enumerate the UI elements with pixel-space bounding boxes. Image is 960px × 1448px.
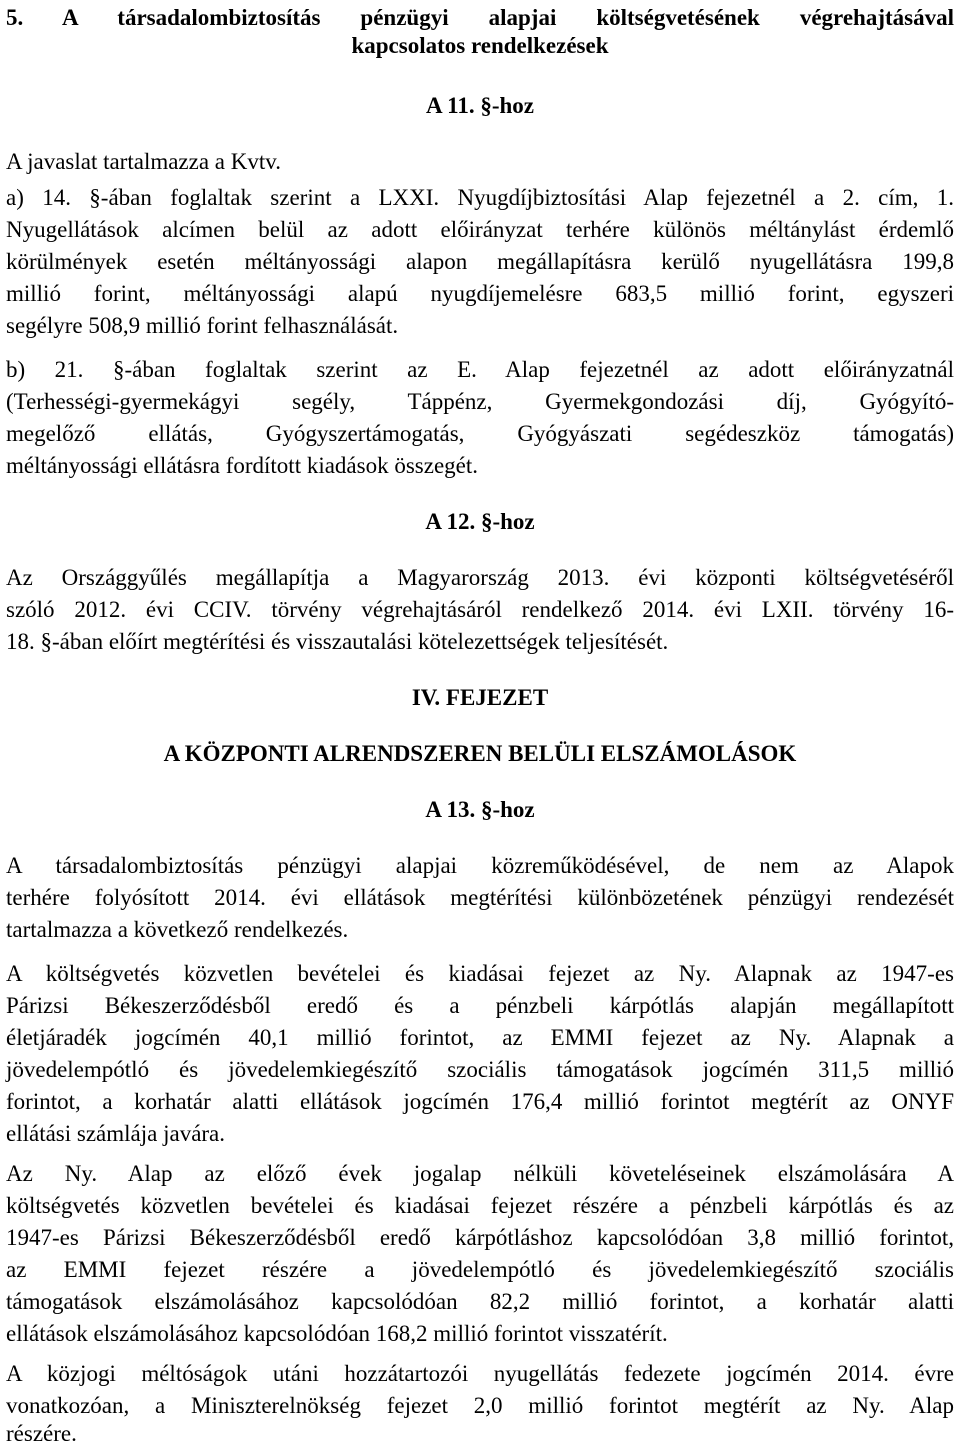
section-13-p1-line: terhére folyósított 2014. évi ellátások megtérítési különbözetének pénzügyi rendezését <box>6 885 954 910</box>
section-13-p3-line: az EMMI fejezet részére a jövedelempótló és jövedelemkiegészítő szociális <box>6 1257 954 1282</box>
section-11-intro: A javaslat tartalmazza a Kvtv. <box>6 149 282 174</box>
section-13-p1-line: A társadalombiztosítás pénzügyi alapjai közreműködésével, de nem az Alapok <box>6 853 954 878</box>
section-13-p3-line: költségvetés közvetlen bevételei és kiadásai fejezet részére a pénzbeli kárpótlás és az <box>6 1193 954 1218</box>
section-13-p2-line: Párizsi Békeszerződésből eredő és a pénzbeli kárpótlás alapján megállapított <box>6 993 954 1018</box>
section-13-p2-line: A költségvetés közvetlen bevételei és kiadásai fejezet az Ny. Alapnak az 1947-es <box>6 961 954 986</box>
section-12-title: A 12. §-hoz <box>425 509 535 534</box>
section-13-p1-line: tartalmazza a következő rendelkezés. <box>6 917 349 942</box>
section-11-title: A 11. §-hoz <box>426 93 534 118</box>
section-11-a-line: Nyugellátások alcímen belül az adott előirányzat terhére különös méltánylást érdemlő <box>6 217 954 242</box>
section-13-p2-line: jövedelempótló és jövedelemkiegészítő szociális támogatások jogcímén 311,5 millió <box>6 1057 954 1082</box>
chapter-number: IV. FEJEZET <box>411 685 549 710</box>
section-13-p2-line: életjáradék jogcímén 40,1 millió forintot, az EMMI fejezet az Ny. Alapnak a <box>6 1025 954 1050</box>
section-11-a-line: körülmények esetén méltányossági alapon megállapításra kerülő nyugellátásra 199,8 <box>6 249 954 274</box>
section-11-b-line: b) 21. §-ában foglaltak szerint az E. Alap fejezetnél az adott előirányzatnál <box>6 357 954 382</box>
section-13-p3-line: 1947-es Párizsi Békeszerződésből eredő kárpótláshoz kapcsolódóan 3,8 millió forintot, <box>6 1225 954 1250</box>
section-heading-line-2: kapcsolatos rendelkezések <box>351 33 609 58</box>
section-11-a-line: millió forint, méltányossági alapú nyugdíjemelésre 683,5 millió forint, egyszeri <box>6 281 954 306</box>
section-13-p2-line: forintot, a korhatár alatti ellátások jogcímén 176,4 millió forintot megtérít az ONYF <box>6 1089 954 1114</box>
section-11-b-line: megelőző ellátás, Gyógyszertámogatás, Gyógyászati segédeszköz támogatás) <box>6 421 954 446</box>
section-12-line: 18. §-ában előírt megtérítési és visszautalási kötelezettségek teljesítését. <box>6 629 669 654</box>
section-12-line: Az Országgyűlés megállapítja a Magyarország 2013. évi központi költségvetéséről <box>6 565 954 590</box>
section-11-b-line: (Terhességi-gyermekágyi segély, Táppénz, Gyermekgondozási díj, Gyógyító- <box>6 389 954 414</box>
section-11-a-line: a) 14. §-ában foglaltak szerint a LXXI. Nyugdíjbiztosítási Alap fejezetnél a 2. cím, 1. <box>6 185 954 210</box>
section-13-p4-line: részére. <box>6 1421 77 1446</box>
section-13-p4-line: A közjogi méltóságok utáni hozzátartozói nyugellátás fedezete jogcímén 2014. évre <box>6 1361 954 1386</box>
section-13-title: A 13. §-hoz <box>425 797 535 822</box>
section-13-p3-line: ellátások elszámolásához kapcsolódóan 168,2 millió forintot visszatérít. <box>6 1321 668 1346</box>
section-11-b-line: méltányossági ellátásra fordított kiadások összegét. <box>6 453 479 478</box>
section-13-p3-line: Az Ny. Alap az előző évek jogalap nélküli követeléseinek elszámolására A <box>6 1161 954 1186</box>
section-13-p3-line: támogatások elszámolásához kapcsolódóan 82,2 millió forintot, a korhatár alatti <box>6 1289 954 1314</box>
section-heading-line-1: 5. A társadalombiztosítás pénzügyi alapjai költségvetésének végrehajtásával <box>6 5 954 30</box>
chapter-title: A KÖZPONTI ALRENDSZEREN BELÜLI ELSZÁMOLÁSOK <box>163 741 797 766</box>
section-13-p4-line: vonatkozóan, a Miniszterelnökség fejezet 2,0 millió forintot megtérít az Ny. Alap <box>6 1393 954 1418</box>
section-13-p2-line: ellátási számlája javára. <box>6 1121 226 1146</box>
section-11-a-line: segélyre 508,9 millió forint felhasználását. <box>6 313 399 338</box>
section-12-line: szóló 2012. évi CCIV. törvény végrehajtásáról rendelkező 2014. évi LXII. törvény 16- <box>6 597 954 622</box>
